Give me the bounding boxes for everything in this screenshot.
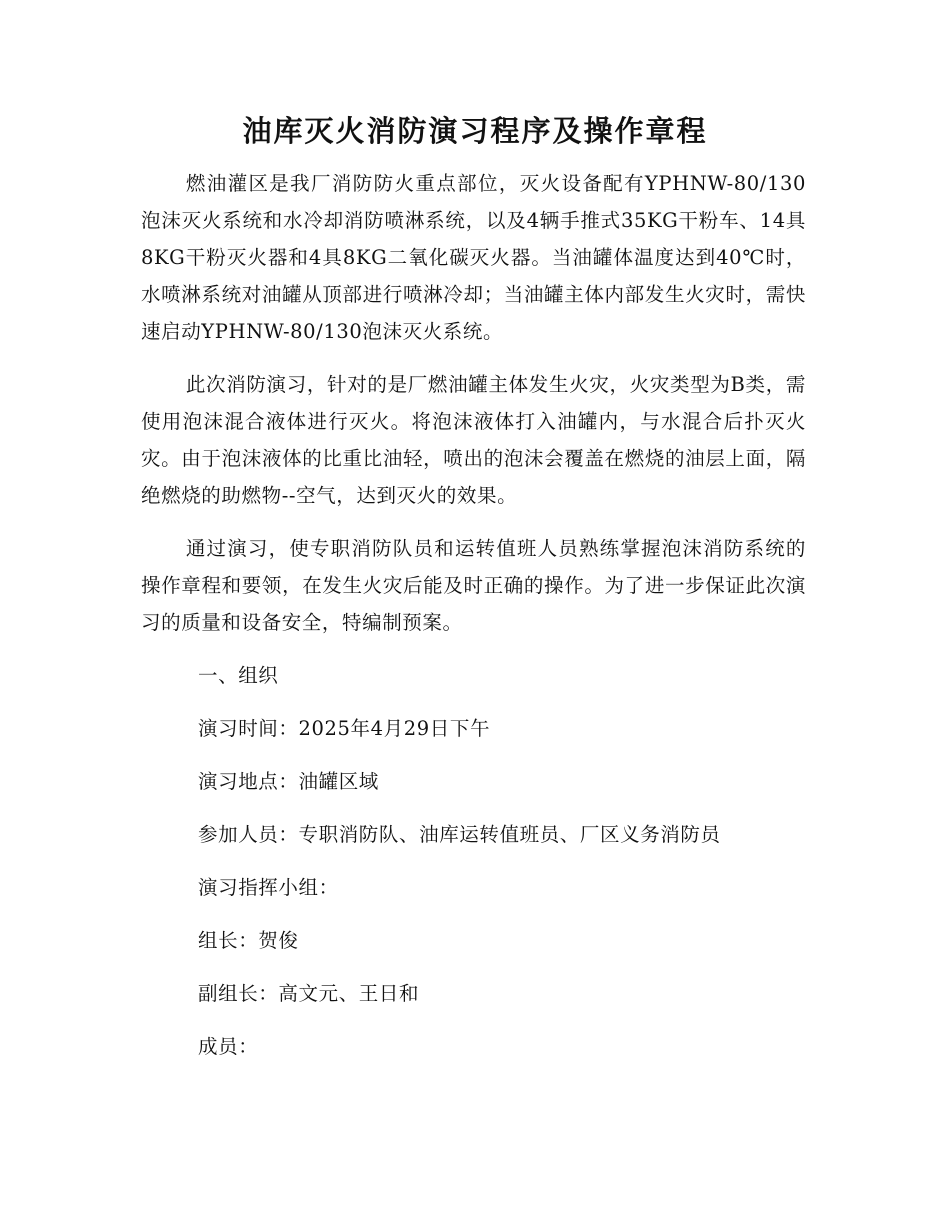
participants: 参加人员：专职消防队、油库运转值班员、厂区义务消防员 <box>198 823 721 846</box>
command-group-heading: 演习指挥小组： <box>198 876 339 899</box>
paragraph-drill-purpose: 通过演习，使专职消防队员和运转值班人员熟练掌握泡沫消防系统的操作章程和要领，在发生火灾后能及时正确的操作。为了进一步保证此次演习的质量和设备安全，特编制预案。 <box>141 537 806 634</box>
drill-location: 演习地点：油罐区域 <box>198 770 379 793</box>
group-leader: 组长：贺俊 <box>198 929 299 952</box>
paragraph-drill-scenario: 此次消防演习，针对的是厂燃油罐主体发生火灾，火灾类型为B类，需使用泡沫混合液体进行灭火。将泡沫液体打入油罐内，与水混合后扑灭火灾。由于泡沫液体的比重比油轻，喷出的泡沫会覆盖在燃烧的油层上面，隔绝燃烧的助燃物--空气，达到灭火的效果。 <box>141 373 806 507</box>
drill-time: 演习时间：2025年4月29日下午 <box>198 717 491 740</box>
paragraph-intro: 燃油灌区是我厂消防防火重点部位，灭火设备配有YPHNW-80/130泡沫灭火系统和水冷却消防喷淋系统，以及4辆手推式35KG干粉车、14具8KG干粉灭火器和4具8KG二氧化碳灭火器。当油罐体温度达到40℃时，水喷淋系统对油罐从顶部进行喷淋冷却；当油罐主体内部发生火灾时，需快速启动YPHNW-80/130泡沫灭火系统。 <box>141 172 806 343</box>
document-title: 油库灭火消防演习程序及操作章程 <box>242 114 708 148</box>
group-members: 成员： <box>198 1035 259 1058</box>
section-heading-organization: 一、组织 <box>198 664 279 687</box>
document-body <box>141 165 806 1073</box>
deputy-group-leader: 副组长：高文元、王日和 <box>198 982 420 1005</box>
